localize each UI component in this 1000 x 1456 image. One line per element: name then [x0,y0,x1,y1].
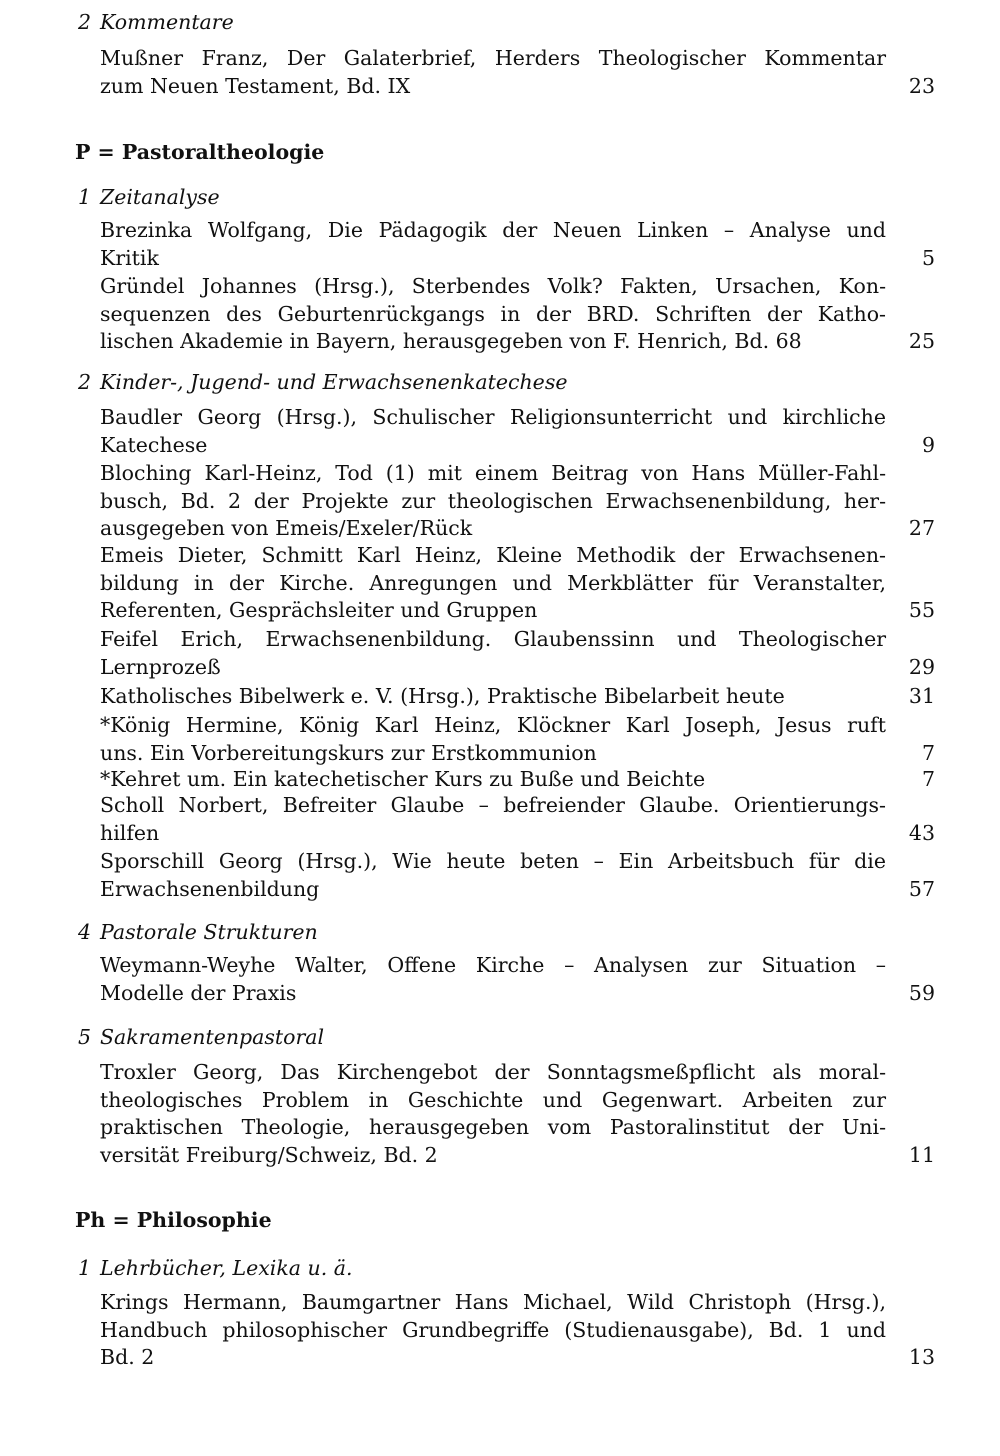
page-number: 59 [908,980,935,1005]
page-number: 55 [908,598,935,622]
entry-line: Gründel Johannes (Hrsg.), Sterbendes Volk? Fakten, Ursachen, Kon- [100,274,886,298]
subsection-heading [78,1025,324,1049]
entry-line: Baudler Georg (Hrsg.), Schulischer Religionsunterricht und kirchliche [100,405,886,429]
page-number: 57 [908,876,935,901]
section-heading: Ph = Philosophie [75,1208,272,1232]
entry-line: Handbuch philosophischer Grundbegriffe (Studienausgabe), Bd. 1 und [100,1317,886,1342]
entry-line: Bd. 2 [100,1345,155,1369]
entry-line: Brezinka Wolfgang, Die Pädagogik der Neuen Linken – Analyse und [100,218,886,242]
entry-line: Feifel Erich, Erwachsenenbildung. Glaubenssinn und Theologischer [100,627,886,651]
entry-line: Lernprozeß [100,654,221,679]
subsection-title: Pastorale Strukturen [100,920,318,944]
entry-line: *König Hermine, König Karl Heinz, Klöckner Karl Joseph, Jesus ruft [100,713,886,737]
entry-line: sequenzen des Geburtenrückgangs in der BRD. Schriften der Katho- [100,301,886,326]
entry-line: Bloching Karl-Heinz, Tod (1) mit einem Beitrag von Hans Müller-Fahl- [100,461,886,485]
entry-line: Erwachsenenbildung [100,876,320,901]
entry-line: Sporschill Georg (Hrsg.), Wie heute beten – Ein Arbeitsbuch für die [100,849,886,873]
page-number: 7 [921,740,935,765]
entry-line: lischen Akademie in Bayern, herausgegeben von F. Henrich, Bd. 68 [100,329,802,353]
entry-line: hilfen [100,820,160,845]
entry-line: bildung in der Kirche. Anregungen und Merkblätter für Veranstalter, [100,570,886,595]
entry-line: Krings Hermann, Baumgartner Hans Michael, Wild Christoph (Hrsg.), [100,1290,886,1314]
subsection-number: 2 [78,370,92,394]
page-number: 7 [921,767,935,791]
subsection-title: Sakramentenpastoral [100,1025,325,1049]
entry-line: Mußner Franz, Der Galaterbrief, Herders Theologischer Kommentar [100,46,886,70]
page-number: 11 [908,1142,935,1167]
subsection-number: 2 [78,10,92,34]
subsection-heading [78,920,318,944]
entry-line: Modelle der Praxis [100,980,297,1005]
entry-line: uns. Ein Vorbereitungskurs zur Erstkommunion [100,740,597,765]
subsection-heading [78,185,220,209]
subsection-title: Lehrbücher, Lexika u. ä. [100,1256,353,1280]
page-number: 31 [908,684,935,708]
page-number: 43 [908,820,935,845]
section-heading: P = Pastoraltheologie [75,140,325,164]
page-number: 29 [908,654,935,679]
entry-line: Emeis Dieter, Schmitt Karl Heinz, Kleine Methodik der Erwachsenen- [100,543,886,567]
page-number: 25 [908,329,935,353]
entry-line: *Kehret um. Ein katechetischer Kurs zu Buße und Beichte [100,767,706,791]
subsection-title: Zeitanalyse [100,185,220,209]
page-number: 27 [908,516,935,540]
subsection-heading [78,370,567,394]
entry-line: Kritik [100,245,159,270]
entry-line: versität Freiburg/Schweiz, Bd. 2 [100,1142,438,1167]
entry-line: Scholl Norbert, Befreiter Glaube – befreiender Glaube. Orientierungs- [100,793,886,817]
page-number: 5 [921,245,935,270]
entry-line: zum Neuen Testament, Bd. IX [100,73,411,98]
subsection-number: 5 [78,1025,92,1049]
entry-line: ausgegeben von Emeis/Exeler/Rück [100,516,473,540]
entry-line: Troxler Georg, Das Kirchengebot der Sonntagsmeßpflicht als moral- [100,1060,886,1084]
page-number: 13 [908,1345,935,1369]
entry-line: praktischen Theologie, herausgegeben vom Pastoralinstitut der Uni- [100,1115,886,1139]
entry-line: Katholisches Bibelwerk e. V. (Hrsg.), Praktische Bibelarbeit heute [100,684,785,708]
subsection-heading [78,1256,352,1280]
entry-line: busch, Bd. 2 der Projekte zur theologischen Erwachsenenbildung, her- [100,488,886,513]
subsection-heading [78,10,234,34]
subsection-title: Kommentare [100,10,234,34]
entry-line: Referenten, Gesprächsleiter und Gruppen [100,598,538,622]
entry-line: Weymann-Weyhe Walter, Offene Kirche – Analysen zur Situation – [100,953,886,977]
page-number: 23 [908,73,935,98]
subsection-number: 1 [78,1256,92,1280]
page-number: 9 [921,432,935,457]
entry-line: Katechese [100,432,208,457]
entry-line: theologisches Problem in Geschichte und Gegenwart. Arbeiten zur [100,1087,886,1112]
subsection-number: 4 [78,920,92,944]
subsection-title: Kinder-, Jugend- und Erwachsenenkatechese [100,370,568,394]
subsection-number: 1 [78,185,92,209]
